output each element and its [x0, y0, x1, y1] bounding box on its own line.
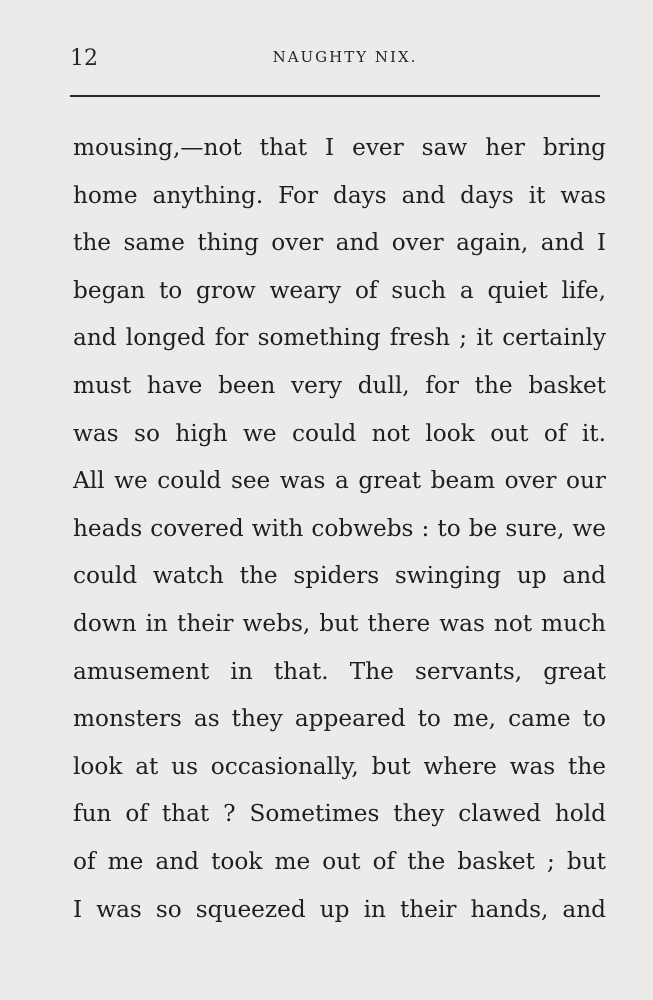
text-line: home anything. For days and days it was — [73, 181, 606, 209]
text-line: mousing,—not that I ever saw her bring — [73, 134, 606, 161]
text-line: All we could see was a great beam over our — [73, 467, 606, 495]
text-line: down in their webs, but there was not much — [73, 609, 606, 637]
text-line: and longed for something fresh ; it certainly — [73, 324, 606, 352]
text-line: I was so squeezed up in their hands, and — [73, 895, 606, 923]
page-header — [70, 44, 600, 74]
text-line: fun of that ? Sometimes they clawed hold — [73, 800, 606, 828]
text-line: was so high we could not look out of it. — [73, 419, 606, 447]
text-line: the same thing over and over again, and I — [73, 229, 606, 257]
body-text — [73, 124, 606, 933]
text-line: heads covered with cobwebs : to be sure, we — [73, 514, 606, 542]
text-line: amusement in that. The servants, great — [73, 657, 606, 685]
text-line: of me and took me out of the basket ; but — [73, 847, 606, 875]
header-rule — [70, 95, 600, 97]
page-number: 12 — [70, 46, 98, 71]
text-line: look at us occasionally, but where was the — [73, 752, 606, 780]
text-line: monsters as they appeared to me, came to — [73, 705, 606, 733]
text-line: must have been very dull, for the basket — [73, 371, 606, 399]
text-line: could watch the spiders swinging up and — [73, 562, 606, 590]
text-line: began to grow weary of such a quiet life, — [73, 276, 606, 304]
running-head: NAUGHTY NIX. — [272, 48, 418, 66]
